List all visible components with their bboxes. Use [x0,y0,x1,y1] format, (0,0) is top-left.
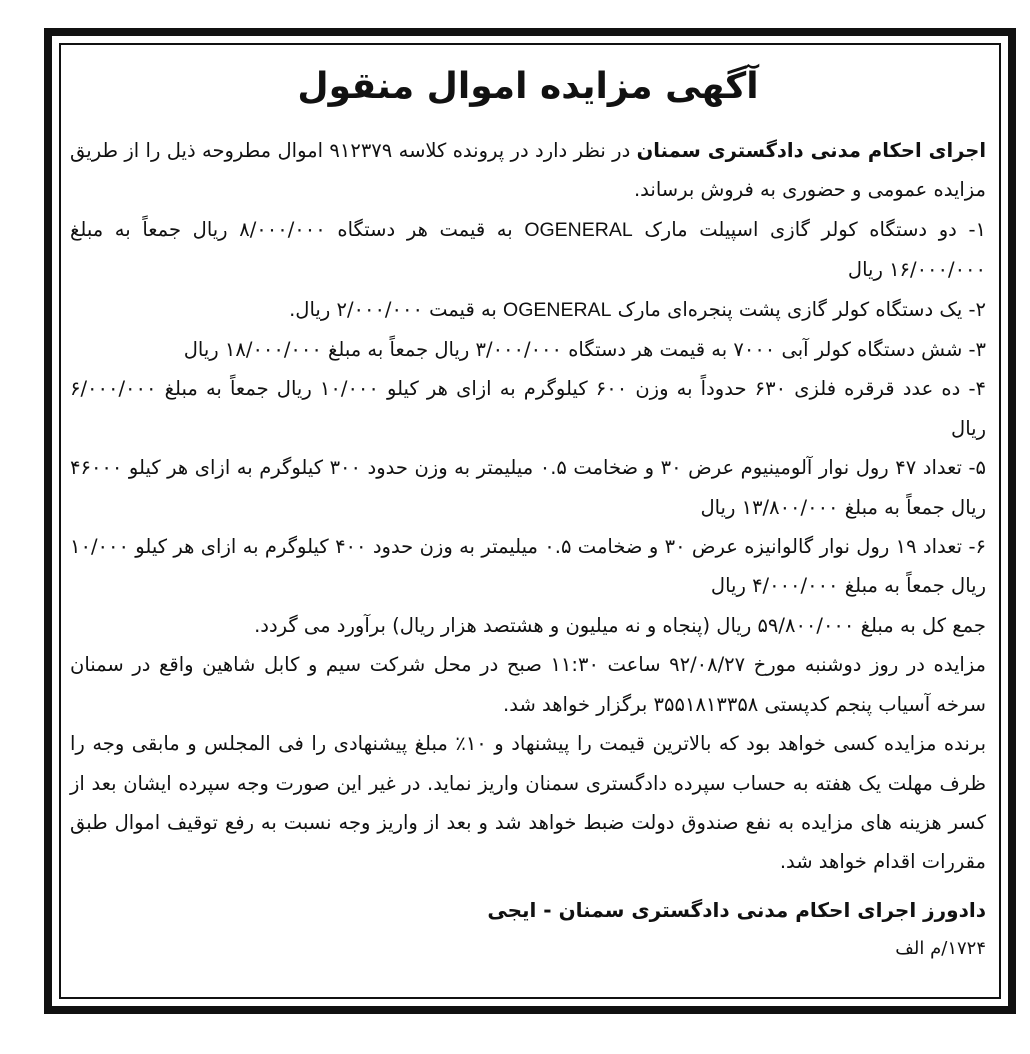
item-2-text-b: به قیمت ۲/۰۰۰/۰۰۰ ریال. [289,297,504,321]
notice-body [70,55,986,966]
reference-number: ۱۷۲۴/م الف [895,937,986,959]
item-2-text-a: ۲- یک دستگاه کولر گازی پشت پنجره‌ای مارک [611,297,986,321]
notice-title: آگهی مزایده اموال منقول [297,66,759,107]
item-5: ۵- تعداد ۴۷ رول نوار آلومینیوم عرض ۳۰ و ضخامت ۰.۵ میلیمتر به وزن حدود ۳۰۰ کیلوگرم به ازای هر کیلو ۴۶۰۰۰ ریال جمعاً به مبلغ ۱۳/۸۰۰/۰۰۰ ریال [70,456,987,519]
item-2 [70,290,986,330]
auction-time-place: مزایده در روز دوشنبه مورخ ۹۲/۰۸/۲۷ ساعت ۱۱:۳۰ صبح در محل شرکت سیم و کابل شاهین واقع در سمنان سرخه آسیاب پنجم کدپستی ۳۵۵۱۸۱۳۳۵۸ برگزار خواهد شد. [70,653,986,716]
item-3: ۳- شش دستگاه کولر آبی ۷۰۰۰ به قیمت هر دستگاه ۳/۰۰۰/۰۰۰ ریال جمعاً به مبلغ ۱۸/۰۰۰/۰۰۰ ریال [183,338,986,362]
issuer-name: اجرای احکام مدنی دادگستری سمنان [636,139,987,162]
intro-paragraph [70,131,986,210]
item-1-text-a: ۱- دو دستگاه کولر گازی اسپیلت مارک [632,217,986,241]
item-1 [70,210,986,290]
signature: دادورز اجرای احکام مدنی دادگستری سمنان - ایجی [487,897,986,922]
auction-terms: برنده مزایده کسی خواهد بود که بالاترین قیمت را پیشنهاد و ۱۰٪ مبلغ پیشنهادی را فی المجلس و مابقی وجه را ظرف مهلت یک هفته به حساب سپرده دادگستری سمنان واریز نماید. در غیر این صورت وجه سپرده ایشان بعد از کسر هزینه های مزایده به نفع صندوق دولت ضبط خواهد شد و بعد از واریز وجه نسبت به رفع توقیف اموال طبق مقررات اقدام خواهد شد. [70,732,986,874]
item-6: ۶- تعداد ۱۹ رول نوار گالوانیزه عرض ۳۰ و ضخامت ۰.۵ میلیمتر به وزن حدود ۴۰۰ کیلوگرم به ازای هر کیلو ۱۰/۰۰۰ ریال جمعاً به مبلغ ۴/۰۰۰/۰۰۰ ریال [70,535,986,598]
signature-block [70,888,986,966]
item-1-brand: OGENERAL [524,218,633,241]
item-1-text-b: به قیمت هر دستگاه ۸/۰۰۰/۰۰۰ ریال جمعاً به مبلغ ۱۶/۰۰۰/۰۰۰ ریال [70,217,986,282]
total-amount: جمع کل به مبلغ ۵۹/۸۰۰/۰۰۰ ریال (پنجاه و نه میلیون و هشتصد هزار ریال) برآورد می گردد. [254,613,986,637]
intro-text: در نظر دارد در پرونده کلاسه ۹۱۲۳۷۹ اموال مطروحه ذیل را از طریق مزایده عمومی و حضوری به فروش برساند. [70,139,986,202]
item-2-brand: OGENERAL [503,298,612,321]
item-4: ۴- ده عدد قرقره فلزی ۶۳۰ حدوداً به وزن ۶۰۰ کیلوگرم به ازای هر کیلو ۱۰/۰۰۰ ریال جمعاً به مبلغ ۶/۰۰۰/۰۰۰ ریال [70,377,987,440]
